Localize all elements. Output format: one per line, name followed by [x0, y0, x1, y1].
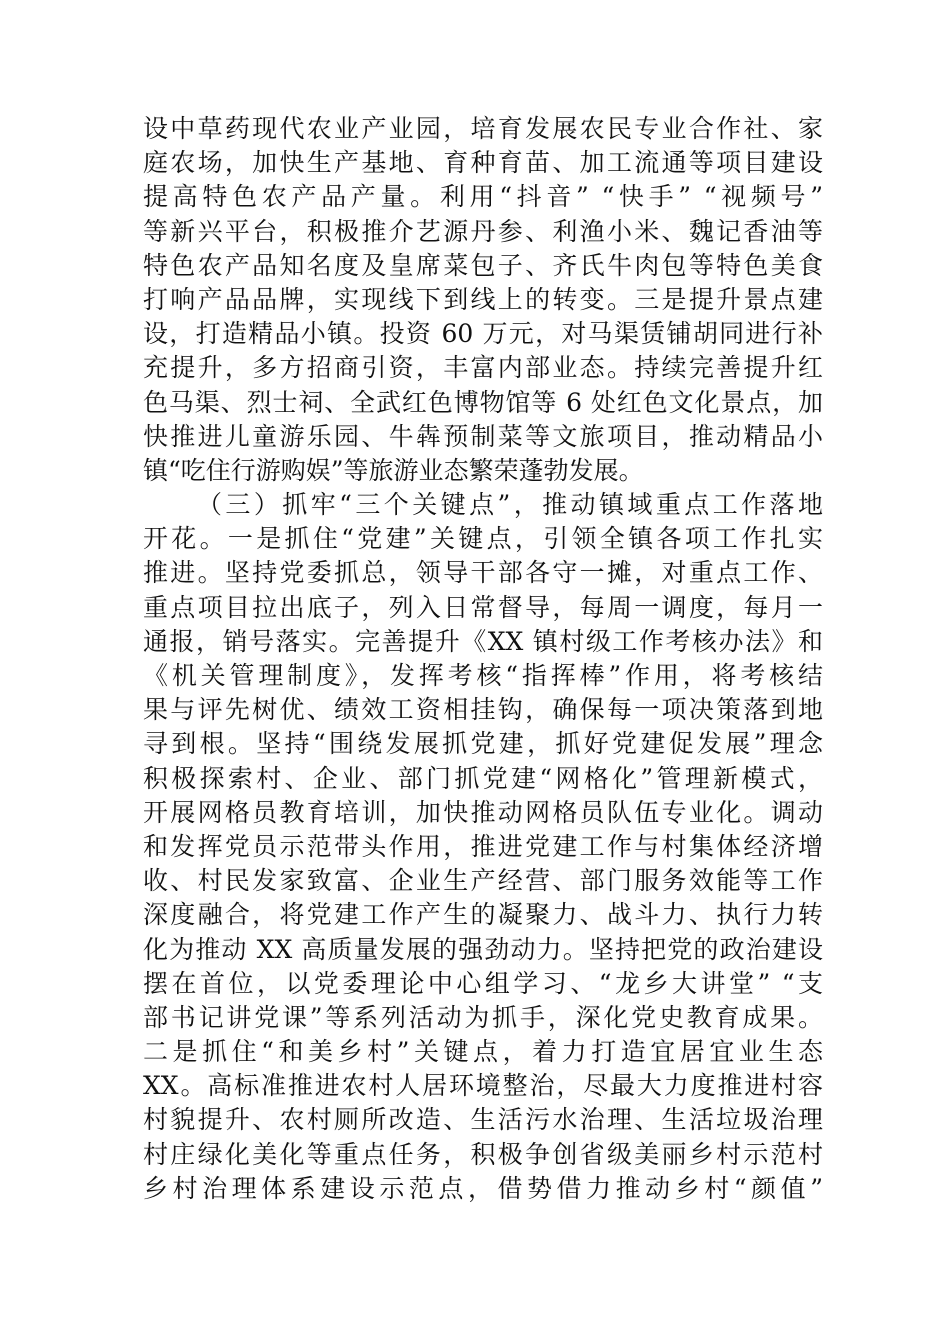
text-line: 等新兴平台，积极推介艺源丹参、利渔小米、魏记香油等 [143, 216, 823, 246]
text-line: 果与评先树优、绩效工资相挂钩，确保每一项决策落到地 [143, 695, 823, 725]
text-line: 开花。一是抓住“党建”关键点，引领全镇各项工作扎实 [143, 524, 823, 554]
text-line: 重点项目拉出底子，列入日常督导，每周一调度，每月一 [143, 592, 823, 622]
text-line: 快推进儿童游乐园、牛犇预制菜等文旅项目，推动精品小 [143, 421, 823, 451]
text-line: 村庄绿化美化等重点任务，积极争创省级美丽乡村示范村 [143, 1139, 823, 1169]
text-line: 色马渠、烈士祠、全武红色博物馆等 6 处红色文化景点，加 [143, 387, 823, 417]
text-line: 通报，销号落实。完善提升《XX 镇村级工作考核办法》和 [143, 626, 823, 656]
text-line: 化为推动 XX 高质量发展的强劲动力。坚持把党的政治建设 [143, 934, 823, 964]
text-line: 收、村民发家致富、企业生产经营、部门服务效能等工作 [143, 866, 823, 896]
text-line: 特色农产品知名度及皇席菜包子、齐氏牛肉包等特色美食 [143, 250, 823, 280]
text-line: 设中草药现代农业产业园，培育发展农民专业合作社、家 [143, 114, 823, 143]
text-line: 寻到根。坚持“围绕发展抓党建，抓好党建促发展”理念 [143, 729, 823, 759]
text-line: 开展网格员教育培训，加快推动网格员队伍专业化。调动 [143, 797, 823, 827]
text-line: 和发挥党员示范带头作用，推进党建工作与村集体经济增 [143, 831, 823, 861]
text-line: 乡村治理体系建设示范点，借势借力推动乡村“颜值” [143, 1173, 823, 1203]
text-line: 二是抓住“和美乡村”关键点，着力打造宜居宜业生态 [143, 1037, 823, 1067]
text-line: 镇“吃住行游购娱”等旅游业态繁荣蓬勃发展。 [143, 455, 644, 485]
section-heading-line: （三）抓牢“三个关键点”，推动镇域重点工作落地 [197, 490, 823, 520]
text-line: 打响产品品牌，实现线下到线上的转变。三是提升景点建 [143, 284, 823, 314]
text-line: 设，打造精品小镇。投资 60 万元，对马渠赁铺胡同进行补 [143, 319, 823, 349]
text-line: 推进。坚持党委抓总，领导干部各守一摊，对重点工作、 [143, 558, 823, 588]
text-line: 村貌提升、农村厕所改造、生活污水治理、生活垃圾治理 [143, 1105, 823, 1135]
text-line: 《机关管理制度》，发挥考核“指挥棒”作用，将考核结 [143, 661, 823, 690]
text-line: 深度融合，将党建工作产生的凝聚力、战斗力、执行力转 [143, 900, 823, 930]
text-line: 积极探索村、企业、部门抓党建“网格化”管理新模式， [143, 763, 823, 793]
body-text [143, 112, 823, 1206]
text-line: 摆在首位，以党委理论中心组学习、“龙乡大讲堂” “支 [143, 968, 823, 998]
text-line: 庭农场，加快生产基地、育种育苗、加工流通等项目建设 [143, 148, 823, 178]
text-line: 提高特色农产品产量。利用“抖音” “快手” “视频号” [143, 182, 823, 212]
text-line: XX。高标准推进农村人居环境整治，尽最大力度推进村容 [143, 1071, 823, 1101]
text-line: 充提升，多方招商引资，丰富内部业态。持续完善提升红 [143, 353, 823, 383]
text-line: 部书记讲党课”等系列活动为抓手，深化党史教育成果。 [143, 1002, 823, 1032]
